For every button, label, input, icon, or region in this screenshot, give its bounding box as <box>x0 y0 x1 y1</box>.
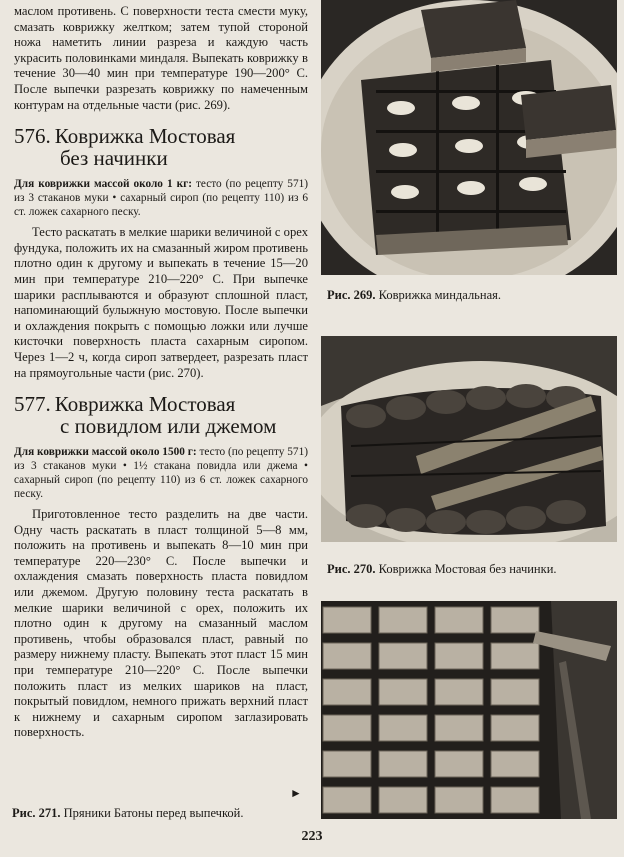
recipe-576-number: 576. <box>14 124 51 149</box>
figure-269-title: Коврижка миндальная. <box>378 288 501 302</box>
intro-paragraph: маслом противень. С поверхности теста смести муку, смазать коврижку желтком; затем тупой стороной ножа наметить линии разреза и каждую часть украсить половинками миндаля. Выпекать коврижку в течение 30—40 мин при температуре 190—200° С. После выпечки разрезать коврижку по намеченным контурам на отдельные части (рис. 269). <box>14 4 308 112</box>
figure-270-title: Коврижка Мостовая без начинки. <box>378 562 557 576</box>
recipe-577-title <box>14 393 308 437</box>
page-number: 223 <box>301 829 323 844</box>
figure-271-label: Рис. 271. <box>12 806 61 820</box>
text-column <box>14 4 308 741</box>
figure-269-label: Рис. 269. <box>327 288 376 302</box>
recipe-577-title-line2: с повидлом или джемом <box>60 414 277 439</box>
figure-270-label: Рис. 270. <box>327 562 376 576</box>
figure-269-caption <box>327 288 501 303</box>
recipe-577-ingredients <box>14 445 308 501</box>
figure-269-photo <box>321 0 617 275</box>
figure-270-caption <box>327 562 557 577</box>
recipe-576-ingredients-rest: тесто (по рецепту 571) из 3 стаканов муки • сахарный сироп (по рецепту 110) из 6 ст. ложек сахарного песку. <box>14 178 308 219</box>
continue-arrow-icon: ► <box>290 786 302 800</box>
figure-271-caption <box>12 806 243 821</box>
figure-270-photo <box>321 336 617 542</box>
recipe-576-method: Тесто раскатать в мелкие шарики величиной с орех фундука, положить их на смазанный жиром противень плотно один к другому и выпекать в течение 15—20 мин при температуре 210—220° С. При выпечке шарики расплываются и образуют сплошной пласт, напоминающий булыжную мостовую. После выпечки и охлаждения покрыть с помощью ложки или лучше кисточки поверхность пласта сахарным сиропом. Через 1—2 ч, когда сироп затвердеет, разрезать пласт на прямоугольные части (рис. 270). <box>14 225 308 380</box>
recipe-577-ingredients-lead: Для коврижки массой около 1500 г: <box>14 446 197 459</box>
recipe-576-title <box>14 125 308 169</box>
recipe-577-title-line1: Коврижка Мостовая <box>54 392 236 417</box>
figure-271-photo <box>321 601 617 819</box>
recipe-576-ingredients-lead: Для коврижки массой около 1 кг: <box>14 178 192 191</box>
figure-271-title: Пряники Батоны перед выпечкой. <box>63 806 244 820</box>
recipe-577-number: 577. <box>14 392 51 417</box>
recipe-576-title-line2: без начинки <box>60 146 168 171</box>
recipe-576-ingredients <box>14 177 308 219</box>
recipe-577-ingredients-rest: тесто (по рецепту 571) из 3 стаканов муки • 1½ стакана повидла или джема • сахарный сироп (по рецепту 110) из 6 ст. ложек сахарного песку. <box>14 446 308 501</box>
recipe-577-method: Приготовленное тесто разделить на две части. Одну часть раскатать в пласт толщиной 5—8 мм, положить на противень и выпекать 8—10 мин при температуре 220—230° С. После выпечки и охлаждения смазать поверхность пласта повидлом или джемом. Другую половину теста раскатать в мелкие шарики величиной с орех, положить их плотно один к другому на смазанный маслом противень, чтобы образовался пласт, равный по размеру нижнему пласту. Выпекать этот пласт 15 мин при температуре 210—220° С. После выпечки положить пласт из мелких шариков на пласт, покрытый повидлом, немного прижать верхний пласт к нижнему и сахарным сиропом заглазировать поверхность. <box>14 507 308 740</box>
recipe-576-title-line1: Коврижка Мостовая <box>54 124 236 149</box>
